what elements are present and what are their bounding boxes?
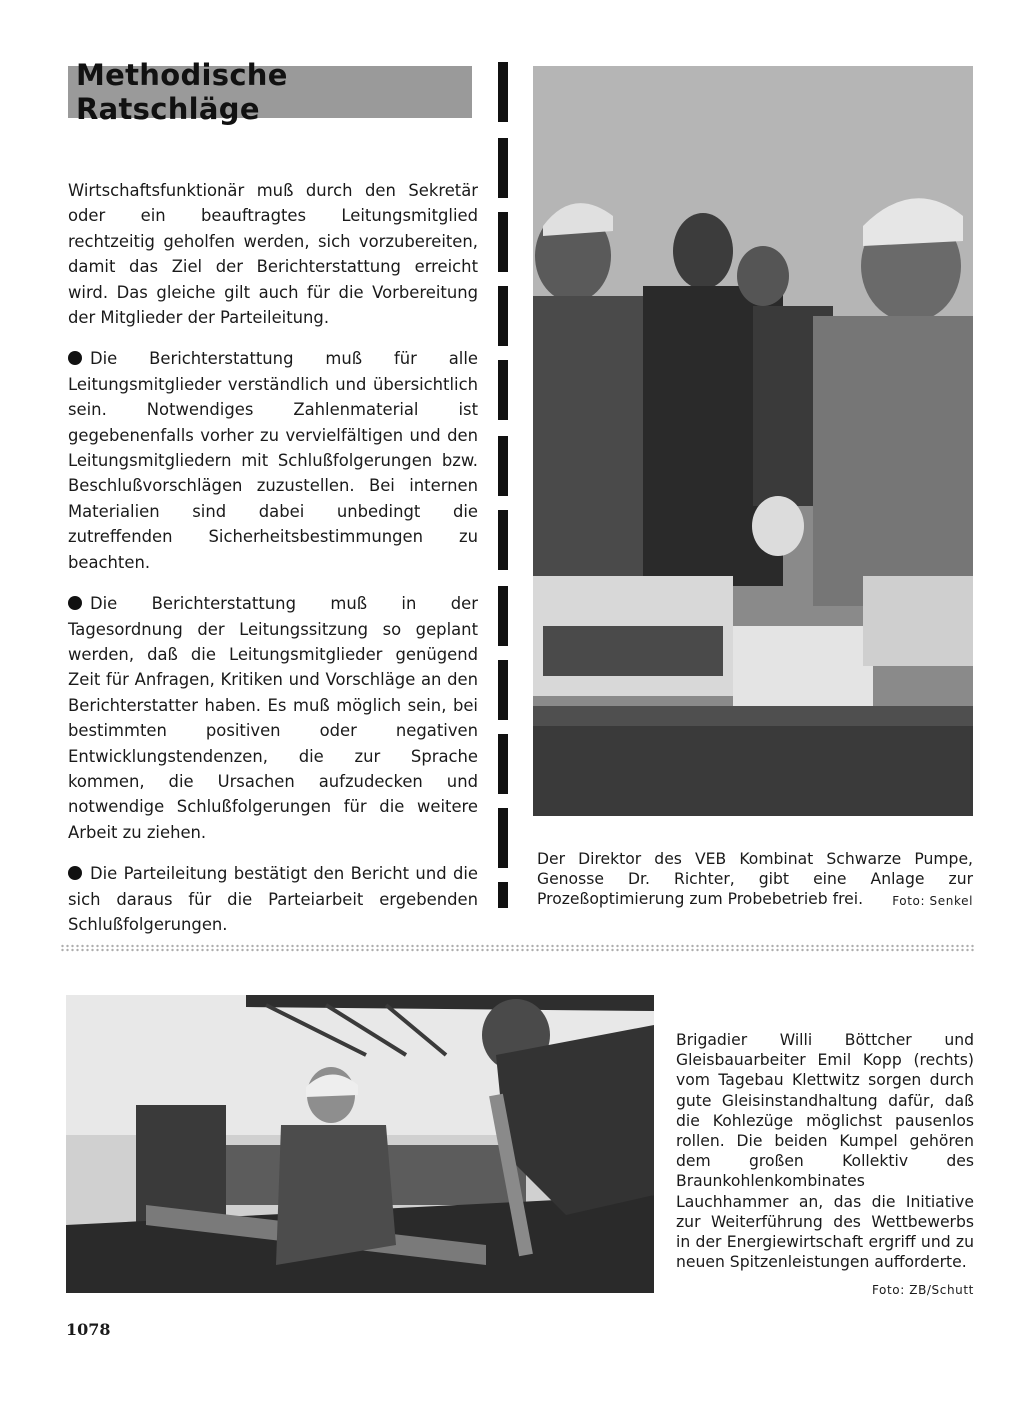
paragraph-4 <box>68 861 478 937</box>
column-divider-segment <box>498 882 508 908</box>
column-divider-segment <box>498 660 508 720</box>
bullet-icon <box>68 596 82 610</box>
article-title: Methodische Ratschläge <box>76 58 288 126</box>
paragraph-2-text: Die Berichterstattung muß für alle Leitungsmitglieder verständlich und übersichtlich sein. Notwendiges Zahlenmaterial ist gegebenenfalls vorher zu vervielfältigen und den Leitungsmitgliedern mit Schlußfolgerungen bzw. Beschlußvorschlägen zuzustellen. Bei internen Materialien sind dabei unbedingt die zutreffenden Sicherheitsbestimmungen zu beachten. <box>68 349 478 572</box>
column-divider-segment <box>498 436 508 496</box>
column-divider-segment <box>498 138 508 198</box>
column-divider-segment <box>498 62 508 122</box>
column-divider-segment <box>498 734 508 794</box>
paragraph-4-text: Die Parteileitung bestätigt den Bericht und die sich daraus für die Parteiarbeit ergebenden Schlußfolgerungen. <box>68 864 478 934</box>
photo1-caption <box>537 849 973 911</box>
article-title-box <box>68 58 472 126</box>
photo-kombinat-control-panel <box>533 66 973 816</box>
photo2-caption: Brigadier Willi Böttcher und Gleisbauarbeiter Emil Kopp (rechts) vom Tagebau Klettwitz sorgen durch gute Gleisinstandhaltung dafür, daß die Kohlezüge möglichst pausenlos rollen. Die beiden Kumpel gehören dem großen Kollektiv des Braunkohlenkombinates Lauchhammer an, das die Initiative zur Weiterführung des Wettbewerbs in der Energiewirtschaft ergriff und zu neuen Spitzenleistungen aufforderte. <box>676 1031 974 1272</box>
photo1-caption-text: Der Direktor des VEB Kombinat Schwarze Pumpe, Genosse Dr. Richter, gibt eine Anlage zur Prozeßoptimierung zum Probebetrieb frei. <box>537 850 973 908</box>
bullet-icon <box>68 351 82 365</box>
bullet-icon <box>68 866 82 880</box>
paragraph-2 <box>68 346 478 575</box>
column-divider-segment <box>498 212 508 272</box>
column-divider-segment <box>498 510 508 570</box>
photo1-credit: Foto: Senkel <box>892 894 973 908</box>
photo2-credit: Foto: ZB/Schutt <box>871 1283 974 1297</box>
paragraph-3 <box>68 591 478 845</box>
column-divider-segment <box>498 808 508 868</box>
column-divider-segment <box>498 286 508 346</box>
paragraph-3-text: Die Berichterstattung muß in der Tagesordnung der Leitungssitzung so geplant werden, daß die Leitungsmitglieder genügend Zeit für Anfragen, Kritiken und Vorschläge an den Berichterstatter haben. Es muß möglich sein, bei bestimmten positiven oder negativen Entwicklungstendenzen, die zur Sprache kommen, die Ursachen aufzudecken und notwendige Schlußfolgerungen für die weitere Arbeit zu ziehen. <box>68 594 478 842</box>
column-divider-segment <box>498 586 508 646</box>
page-number: 1078 <box>66 1320 111 1339</box>
article-body <box>68 178 478 953</box>
column-divider-segment <box>498 360 508 420</box>
section-divider <box>60 944 976 952</box>
paragraph-1: Wirtschaftsfunktionär muß durch den Sekretär oder ein beauftragtes Leitungsmitglied rechtzeitig geholfen werden, sich vorzubereiten, damit das Ziel der Berichterstattung erreicht wird. Das gleiche gilt auch für die Vorbereitung der Mitglieder der Parteileitung. <box>68 181 478 328</box>
photo-track-workers <box>66 995 654 1293</box>
